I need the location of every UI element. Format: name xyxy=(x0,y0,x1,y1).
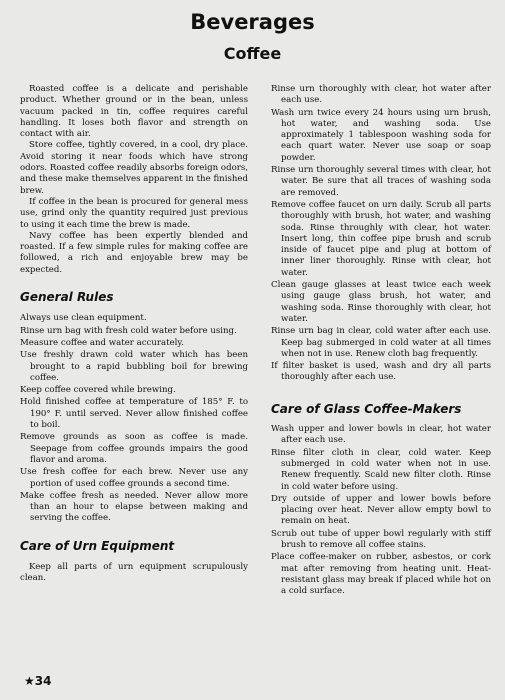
urn-care-item: Wash urn twice every 24 hours using urn brush, hot water, and washing soda. Use approximately 1 tablespoon washing soda for each quart water. Never use soap or soap powder. xyxy=(271,107,491,163)
urn-care-intro: Keep all parts of urn equipment scrupulously clean. xyxy=(20,561,248,584)
page-subtitle: Coffee xyxy=(223,44,282,63)
rule-item: Remove grounds as soon as coffee is made. Seepage from coffee grounds impairs the good flavor and aroma. xyxy=(20,432,248,465)
glass-care-heading: Care of Glass Coffee-Makers xyxy=(271,401,462,416)
rule-item: Use fresh coffee for each brew. Never use any portion of used coffee grounds a second time. xyxy=(20,467,248,489)
glass-care-item: Place coffee-maker on rubber, asbestos, or cork mat after removing from heating unit. Heat-resistant glass may break if placed while hot on a cold surface. xyxy=(271,552,491,597)
rule-item: Make coffee fresh as needed. Never allow more than an hour to elapse between making and serving the coffee. xyxy=(20,490,248,524)
rule-item: Rinse urn bag with fresh cold water before using. xyxy=(20,325,237,336)
intro-paragraph: Store coffee, tightly covered, in a cool, dry place. Avoid storing it near foods which have strong odors. Roasted coffee readily absorbs foreign odors, and these make themselves apparent in the finished brew. xyxy=(20,140,248,196)
urn-care-item: Remove coffee faucet on urn daily. Scrub all parts thoroughly with brush, hot water, and washing soda. Rinse throughly with clear, hot water. Insert long, thin coffee pipe brush and scrub inside of faucet pipe and plug at bottom of inner liner thoroughly. Rinse with clear, hot water. xyxy=(271,199,491,278)
glass-care-item: Scrub out tube of upper bowl regularly with stiff brush to remove all coffee stains. xyxy=(271,528,491,550)
glass-care-item: Wash upper and lower bowls in clear, hot water after each use. xyxy=(271,424,491,446)
urn-care-item: Rinse urn bag in clear, cold water after each use. Keep bag submerged in cold water at all times when not in use. Renew cloth bag frequently. xyxy=(271,326,491,359)
urn-care-heading: Care of Urn Equipment xyxy=(20,538,175,553)
left-column xyxy=(20,84,248,585)
right-column xyxy=(271,84,491,598)
rule-item: Measure coffee and water accurately. xyxy=(20,337,184,348)
urn-care-item: Clean gauge glasses at least twice each week using gauge glass brush, hot water, and washing soda. Rinse thoroughly with clear, hot water. xyxy=(271,280,491,324)
rule-item: Keep coffee covered while brewing. xyxy=(20,385,176,396)
intro-paragraph: Navy coffee has been expertly blended and roasted. If a few simple rules for making coffee are followed, a rich and enjoyable brew may be expected. xyxy=(20,230,248,275)
urn-care-item: Rinse urn thoroughly with clear, hot water after each use. xyxy=(271,84,491,106)
glass-care-item: Dry outside of upper and lower bowls before placing over heat. Never allow empty bowl to remain on heat. xyxy=(271,493,491,527)
intro-paragraph: If coffee in the bean is procured for general mess use, grind only the quantity required just previous to using it each time the brew is made. xyxy=(20,196,248,230)
general-rules-heading: General Rules xyxy=(20,290,114,305)
rule-item: Hold finished coffee at temperature of 185° F. to 190° F. until served. Never allow finished coffee to boil. xyxy=(20,397,248,431)
urn-care-item: If filter basket is used, wash and dry all parts thoroughly after each use. xyxy=(271,361,491,383)
page-title: Beverages xyxy=(190,10,315,34)
glass-care-item: Rinse filter cloth in clear, cold water. Keep submerged in cold water when not in use. Renew frequently. Scald new filter cloth. Rinse in cold water before using. xyxy=(271,447,491,492)
rule-item: Always use clean equipment. xyxy=(20,313,147,324)
urn-care-item: Rinse urn thoroughly several times with clear, hot water. Be sure that all traces of washing soda are removed. xyxy=(271,165,491,198)
intro-paragraph: Roasted coffee is a delicate and perishable product. Whether ground or in the bean, unless vacuum packed in tin, coffee requires careful handling. It loses both flavor and strength on contact with air. xyxy=(20,84,248,140)
rule-item: Use freshly drawn cold water which has been brought to a rapid bubbling boil for brewing coffee. xyxy=(20,350,248,383)
page-number: ★34 xyxy=(24,674,52,688)
